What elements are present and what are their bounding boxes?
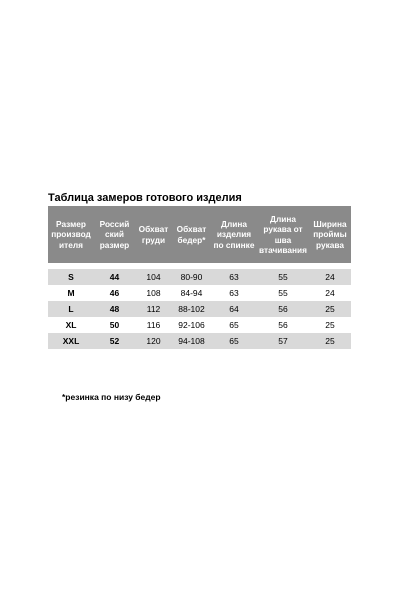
- cell-back-length: 63: [211, 285, 257, 301]
- header-line: бедер*: [177, 234, 206, 245]
- cell-armhole-width: 24: [309, 285, 351, 301]
- cell-sleeve-length: 57: [257, 333, 309, 349]
- cell-manufacturer-size: S: [48, 269, 94, 285]
- table-title: Таблица замеров готового изделия: [48, 192, 242, 204]
- cell-chest: 112: [135, 301, 172, 317]
- cell-armhole-width: 24: [309, 269, 351, 285]
- header-line: Длина: [270, 213, 296, 224]
- header-line: по спинке: [213, 239, 255, 250]
- table-header-row: [48, 206, 351, 263]
- cell-chest: 104: [135, 269, 172, 285]
- header-line: Обхват: [176, 224, 207, 234]
- cell-hips: 94-108: [172, 333, 211, 349]
- cell-russian-size: 44: [94, 269, 135, 285]
- table-row: [48, 333, 351, 349]
- header-line: шва: [274, 234, 292, 245]
- header-line: груди: [141, 234, 166, 245]
- cell-manufacturer-size: L: [48, 301, 94, 317]
- header-sleeve-length: [257, 206, 309, 263]
- cell-russian-size: 48: [94, 301, 135, 317]
- cell-hips: 88-102: [172, 301, 211, 317]
- cell-hips: 92-106: [172, 317, 211, 333]
- cell-sleeve-length: 56: [257, 317, 309, 333]
- header-line: ителя: [59, 239, 83, 250]
- cell-hips: 80-90: [172, 269, 211, 285]
- header-line: изделия: [216, 229, 252, 240]
- cell-armhole-width: 25: [309, 317, 351, 333]
- header-line: производ: [51, 229, 91, 240]
- header-russian-size: [94, 206, 135, 263]
- cell-chest: 116: [135, 317, 172, 333]
- header-line: ский: [105, 229, 124, 240]
- header-line: Размер: [56, 218, 86, 229]
- size-table: [48, 206, 351, 349]
- cell-sleeve-length: 55: [257, 285, 309, 301]
- header-line: Ширина: [313, 218, 347, 229]
- header-line: Длина: [221, 218, 247, 229]
- header-manufacturer-size: [48, 206, 94, 263]
- table-row: [48, 317, 351, 333]
- cell-russian-size: 50: [94, 317, 135, 333]
- header-chest: [135, 206, 172, 263]
- table-row: [48, 269, 351, 285]
- header-line: проймы: [313, 229, 347, 240]
- cell-back-length: 63: [211, 269, 257, 285]
- header-line: Россий: [99, 218, 130, 229]
- cell-chest: 120: [135, 333, 172, 349]
- header-line: рукава: [316, 239, 344, 250]
- cell-armhole-width: 25: [309, 333, 351, 349]
- table-row: [48, 301, 351, 317]
- cell-hips: 84-94: [172, 285, 211, 301]
- cell-back-length: 65: [211, 317, 257, 333]
- cell-sleeve-length: 56: [257, 301, 309, 317]
- header-line: втачивания: [259, 245, 307, 255]
- footnote: *резинка по низу бедер: [62, 392, 161, 402]
- cell-manufacturer-size: M: [48, 285, 94, 301]
- cell-russian-size: 46: [94, 285, 135, 301]
- cell-back-length: 65: [211, 333, 257, 349]
- cell-russian-size: 52: [94, 333, 135, 349]
- cell-chest: 108: [135, 285, 172, 301]
- header-line: рукава от: [263, 224, 303, 234]
- cell-manufacturer-size: XL: [48, 317, 94, 333]
- cell-sleeve-length: 55: [257, 269, 309, 285]
- cell-armhole-width: 25: [309, 301, 351, 317]
- cell-back-length: 64: [211, 301, 257, 317]
- header-line: Обхват: [138, 224, 169, 234]
- table-row: [48, 285, 351, 301]
- header-line: размер: [99, 239, 130, 250]
- header-armhole-width: [309, 206, 351, 263]
- header-back-length: [211, 206, 257, 263]
- header-hips: [172, 206, 211, 263]
- cell-manufacturer-size: XXL: [48, 333, 94, 349]
